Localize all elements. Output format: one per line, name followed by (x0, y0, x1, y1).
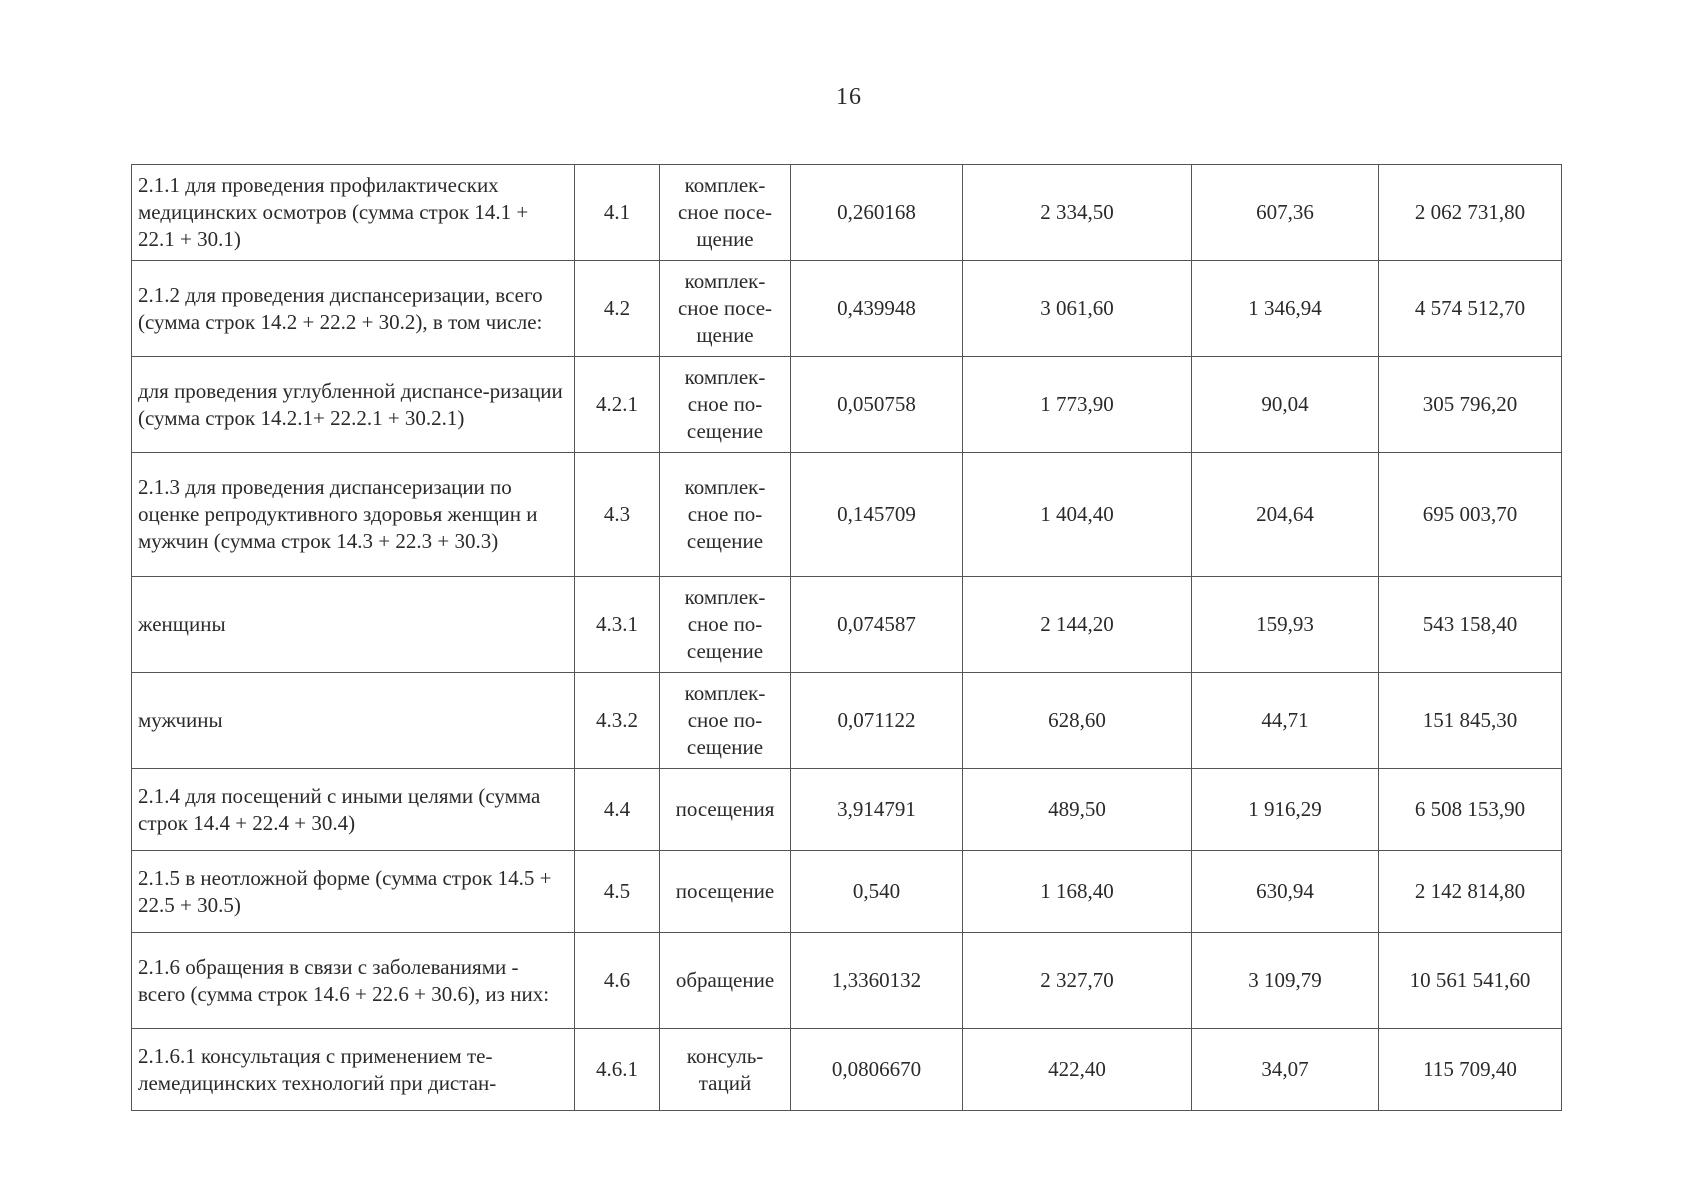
row-value-3: 44,71 (1192, 673, 1379, 769)
row-number: 4.2.1 (575, 357, 660, 453)
row-value-1: 0,074587 (791, 577, 963, 673)
row-unit: обращение (660, 933, 791, 1029)
row-number: 4.6.1 (575, 1029, 660, 1111)
table-row (132, 577, 1562, 673)
row-value-4: 695 003,70 (1379, 453, 1562, 577)
row-number: 4.4 (575, 769, 660, 851)
row-value-3: 3 109,79 (1192, 933, 1379, 1029)
row-number: 4.3.1 (575, 577, 660, 673)
row-value-3: 607,36 (1192, 165, 1379, 261)
row-value-2: 489,50 (963, 769, 1192, 851)
table-row (132, 933, 1562, 1029)
row-value-2: 2 334,50 (963, 165, 1192, 261)
row-value-2: 2 327,70 (963, 933, 1192, 1029)
row-value-4: 2 142 814,80 (1379, 851, 1562, 933)
row-unit: комплек-сное по-сещение (660, 673, 791, 769)
table-row (132, 851, 1562, 933)
data-table (131, 164, 1562, 1111)
row-name: 2.1.2 для проведения диспансеризации, всего (сумма строк 14.2 + 22.2 + 30.2), в том числе: (132, 261, 575, 357)
row-value-2: 1 168,40 (963, 851, 1192, 933)
row-value-3: 159,93 (1192, 577, 1379, 673)
row-value-3: 630,94 (1192, 851, 1379, 933)
row-value-1: 0,439948 (791, 261, 963, 357)
table-row (132, 769, 1562, 851)
row-value-4: 151 845,30 (1379, 673, 1562, 769)
row-name: 2.1.6 обращения в связи с заболеваниями - всего (сумма строк 14.6 + 22.6 + 30.6), из них: (132, 933, 575, 1029)
page-number: 16 (836, 84, 862, 110)
table-row (132, 357, 1562, 453)
row-number: 4.6 (575, 933, 660, 1029)
table-row (132, 453, 1562, 577)
row-name: 2.1.5 в неотложной форме (сумма строк 14.5 + 22.5 + 30.5) (132, 851, 575, 933)
row-value-3: 1 346,94 (1192, 261, 1379, 357)
row-value-1: 0,260168 (791, 165, 963, 261)
row-name: мужчины (132, 673, 575, 769)
row-value-2: 628,60 (963, 673, 1192, 769)
row-value-3: 204,64 (1192, 453, 1379, 577)
table-row (132, 1029, 1562, 1111)
row-unit: комплек-сное по-сещение (660, 453, 791, 577)
row-value-3: 34,07 (1192, 1029, 1379, 1111)
row-name: 2.1.6.1 консультация с применением те-лемедицинских технологий при дистан- (132, 1029, 575, 1111)
row-unit: комплек-сное по-сещение (660, 577, 791, 673)
row-name: 2.1.4 для посещений с иными целями (сумма строк 14.4 + 22.4 + 30.4) (132, 769, 575, 851)
row-unit: комплек-сное по-сещение (660, 357, 791, 453)
row-value-2: 1 773,90 (963, 357, 1192, 453)
row-number: 4.3 (575, 453, 660, 577)
table-row (132, 165, 1562, 261)
row-value-1: 0,071122 (791, 673, 963, 769)
row-value-4: 115 709,40 (1379, 1029, 1562, 1111)
row-value-1: 3,914791 (791, 769, 963, 851)
table-row (132, 673, 1562, 769)
row-value-2: 3 061,60 (963, 261, 1192, 357)
row-value-4: 2 062 731,80 (1379, 165, 1562, 261)
row-number: 4.1 (575, 165, 660, 261)
row-number: 4.3.2 (575, 673, 660, 769)
row-value-1: 0,0806670 (791, 1029, 963, 1111)
row-value-3: 90,04 (1192, 357, 1379, 453)
row-value-2: 422,40 (963, 1029, 1192, 1111)
row-unit: комплек-сное посе-щение (660, 261, 791, 357)
row-value-3: 1 916,29 (1192, 769, 1379, 851)
row-name: для проведения углубленной диспансе-ризации (сумма строк 14.2.1+ 22.2.1 + 30.2.1) (132, 357, 575, 453)
row-unit: посещения (660, 769, 791, 851)
row-value-2: 2 144,20 (963, 577, 1192, 673)
row-value-1: 0,540 (791, 851, 963, 933)
row-unit: посещение (660, 851, 791, 933)
row-name: 2.1.3 для проведения диспансеризации по оценке репродуктивного здоровья женщин и мужчин (сумма строк 14.3 + 22.3 + 30.3) (132, 453, 575, 577)
row-unit: консуль-таций (660, 1029, 791, 1111)
row-value-4: 305 796,20 (1379, 357, 1562, 453)
row-value-1: 0,145709 (791, 453, 963, 577)
row-value-1: 1,3360132 (791, 933, 963, 1029)
row-name: женщины (132, 577, 575, 673)
row-unit: комплек-сное посе-щение (660, 165, 791, 261)
table-row (132, 261, 1562, 357)
row-value-1: 0,050758 (791, 357, 963, 453)
row-value-4: 6 508 153,90 (1379, 769, 1562, 851)
row-value-4: 543 158,40 (1379, 577, 1562, 673)
row-number: 4.2 (575, 261, 660, 357)
row-name: 2.1.1 для проведения профилактических медицинских осмотров (сумма строк 14.1 + 22.1 + 30.1) (132, 165, 575, 261)
row-value-4: 4 574 512,70 (1379, 261, 1562, 357)
row-number: 4.5 (575, 851, 660, 933)
row-value-4: 10 561 541,60 (1379, 933, 1562, 1029)
row-value-2: 1 404,40 (963, 453, 1192, 577)
